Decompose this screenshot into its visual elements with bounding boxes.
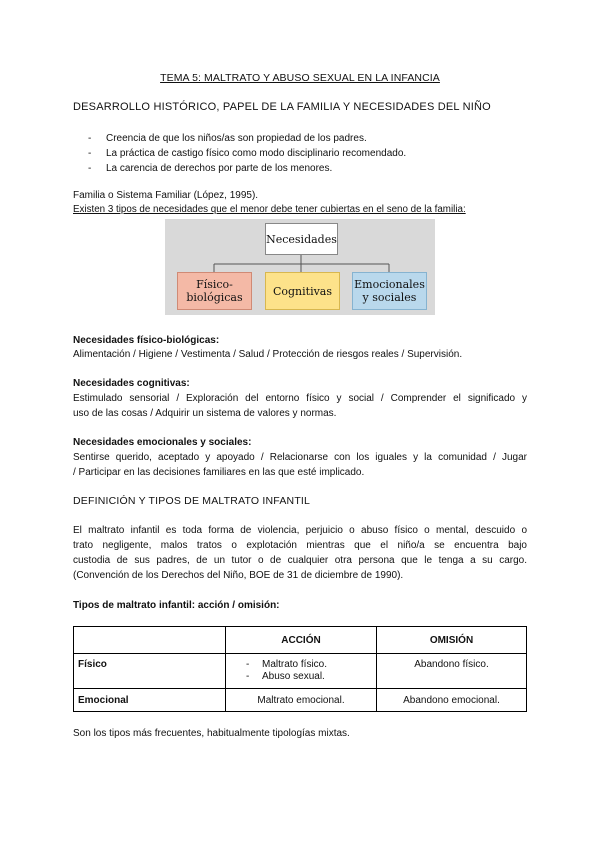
diagram-node-label: Emocionales bbox=[354, 278, 425, 291]
table-row bbox=[74, 689, 527, 712]
diagram-node-label: Cognitivas bbox=[272, 284, 333, 298]
needs-emocionales-line: Sentirse querido, aceptado y apoyado / Relacionarse con los iguales y la comunidad / Jugar bbox=[73, 452, 527, 463]
bullet-list bbox=[88, 131, 406, 176]
definition-line: El maltrato infantil es toda forma de violencia, perjuicio o abuso físico o mental, descuido o bbox=[73, 525, 527, 536]
diagram-node-cognitivas bbox=[265, 272, 340, 310]
definition-line: (Convención de los Derechos del Niño, BOE de 31 de diciembre de 1990). bbox=[73, 570, 404, 581]
list-item: - La carencia de derechos por parte de los menores. bbox=[88, 161, 406, 176]
table-header-row bbox=[74, 627, 527, 654]
needs-emocionales-line: / Participar en las decisiones familiares en las que esté implicado. bbox=[73, 467, 365, 478]
needs-fisico-title: Necesidades físico-biológicas: bbox=[73, 335, 220, 346]
definition-line: trato negligente, malos tratos o explotación mientras que el niño/a se encuentra bajo bbox=[73, 540, 527, 551]
diagram-node-necesidades bbox=[265, 223, 338, 255]
table-row-label: Emocional bbox=[74, 689, 226, 712]
table-cell-omision: Abandono físico. bbox=[377, 654, 527, 689]
diagram-node-label: biológicas bbox=[186, 291, 243, 304]
needs-fisico-text: Alimentación / Higiene / Vestimenta / Salud / Protección de riesgos reales / Supervisión. bbox=[73, 349, 463, 360]
table-list-item-text: Abuso sexual. bbox=[262, 671, 325, 682]
diagram-node-emocionales bbox=[352, 272, 427, 310]
closing-text: Son los tipos más frecuentes, habitualmente tipologías mixtas. bbox=[73, 728, 350, 739]
table-list-item-text: Maltrato físico. bbox=[262, 659, 328, 670]
table-cell-empty bbox=[74, 627, 226, 654]
list-item: - Creencia de que los niños/as son propiedad de los padres. bbox=[88, 131, 406, 146]
needs-diagram bbox=[165, 219, 435, 315]
section-heading-definicion: DEFINICIÓN Y TIPOS DE MALTRATO INFANTIL bbox=[73, 495, 311, 507]
familia-line: Familia o Sistema Familiar (López, 1995). bbox=[73, 190, 259, 201]
page-title: TEMA 5: MALTRATO Y ABUSO SEXUAL EN LA INFANCIA bbox=[160, 72, 440, 84]
tipos-necesidades-line: Existen 3 tipos de necesidades que el menor debe tener cubiertas en el seno de la familia: bbox=[73, 204, 466, 215]
table-cell-omision: Abandono emocional. bbox=[377, 689, 527, 712]
diagram-node-label: y sociales bbox=[362, 291, 417, 304]
list-item: - La práctica de castigo físico como modo disciplinario recomendado. bbox=[88, 146, 406, 161]
table-row-label: Físico bbox=[74, 654, 226, 689]
diagram-node-fisico bbox=[177, 272, 252, 310]
table-list-item: - Abuso sexual. bbox=[246, 671, 325, 682]
needs-emocionales-title: Necesidades emocionales y sociales: bbox=[73, 437, 252, 448]
table-header-accion: ACCIÓN bbox=[226, 627, 377, 654]
needs-cognitivas-line: uso de las cosas / Adquirir un sistema de valores y normas. bbox=[73, 408, 337, 419]
diagram-node-label: Necesidades bbox=[266, 232, 337, 246]
table-list-item: - Maltrato físico. bbox=[246, 659, 328, 670]
section-heading-historico: DESARROLLO HISTÓRICO, PAPEL DE LA FAMILIA Y NECESIDADES DEL NIÑO bbox=[73, 101, 491, 113]
table-header-omision: OMISIÓN bbox=[377, 627, 527, 654]
table-cell-accion: Maltrato emocional. bbox=[226, 689, 377, 712]
maltrato-table bbox=[73, 626, 527, 712]
needs-cognitivas-title: Necesidades cognitivas: bbox=[73, 378, 190, 389]
diagram-node-label: Físico- bbox=[196, 278, 233, 291]
tipos-maltrato-heading: Tipos de maltrato infantil: acción / omisión: bbox=[73, 600, 280, 611]
table-row bbox=[74, 654, 527, 689]
definition-line: custodia de sus padres, de un tutor o de cualquier otra persona que le tenga a su cargo. bbox=[73, 555, 527, 566]
needs-cognitivas-line: Estimulado sensorial / Exploración del entorno físico y social / Comprender el significado y bbox=[73, 393, 527, 404]
table-cell-accion bbox=[226, 654, 377, 689]
